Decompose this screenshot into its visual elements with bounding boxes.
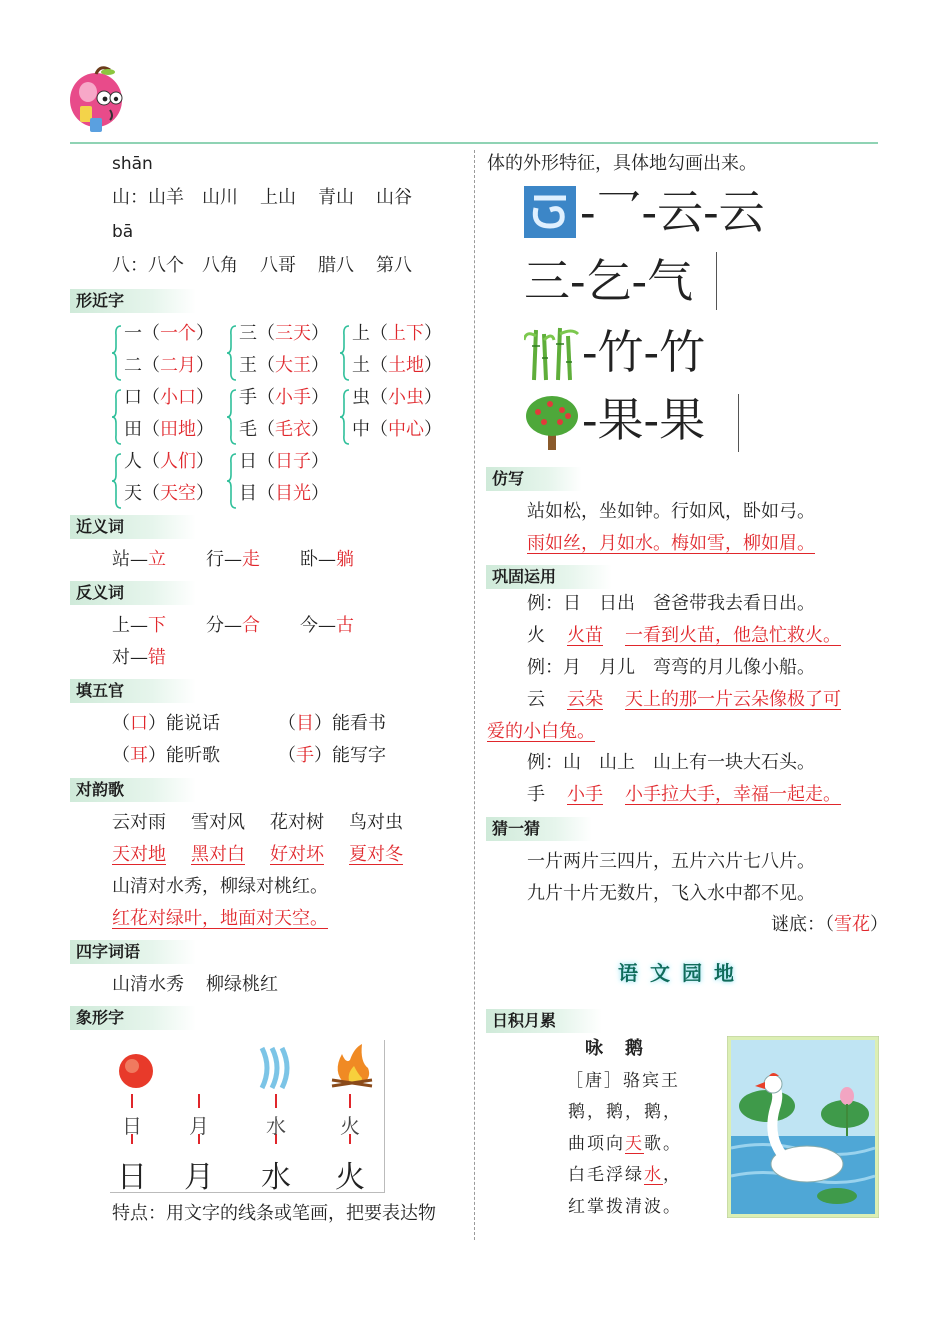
similar-char-row: 二（二月） — [124, 355, 214, 376]
similar-char-row: 虫（小虫） — [352, 387, 442, 408]
similar-char-row: 毛（毛衣） — [239, 419, 329, 440]
gonggu-answer-1: 火 火苗 一看到火苗，他急忙救火。 — [527, 625, 841, 646]
duiyun-row-2: 天对地 黑对白 好对坏 夏对冬 — [112, 844, 403, 865]
section-caiyicai: 猜一猜 — [486, 817, 592, 841]
char-ri: 日 — [117, 1160, 147, 1195]
gonggu-example-2: 例：月 月儿 弯弯的月儿像小船。 — [527, 657, 815, 678]
section-duiyunge: 对韵歌 — [70, 778, 196, 802]
poem-line-3: 白毛浮绿水， — [568, 1165, 682, 1185]
riddle-line-2: 九片十片无数片，飞入水中都不见。 — [527, 883, 815, 904]
wuguan-row-2: （耳）能听歌 （手）能写字 — [112, 745, 386, 766]
riddle-line-1: 一片两片三四片，五片六片七八片。 — [527, 851, 815, 872]
cloud-picture-icon — [524, 186, 576, 238]
poem-line-1: 鹅，鹅，鹅， — [568, 1102, 682, 1122]
similar-char-row: 一（一个） — [124, 323, 214, 344]
four-char-words: 山清水秀 柳绿桃红 — [112, 974, 278, 995]
riddle-answer: 谜底：（雪花） — [771, 914, 888, 935]
gonggu-answer-3: 手 小手 小手拉大手，幸福一起走。 — [527, 784, 841, 805]
ba-words: 八：八个 八角 八哥 腊八 第八 — [112, 255, 412, 276]
brace-icon — [340, 389, 350, 445]
brace-icon — [340, 325, 350, 381]
gonggu-example-1: 例：日 日出 爸爸带我去看日出。 — [527, 593, 815, 614]
section-xiangxingzi: 象形字 — [70, 1006, 196, 1030]
column-divider — [474, 150, 475, 1240]
similar-char-row: 目（目光） — [239, 483, 329, 504]
similar-char-row: 田（田地） — [124, 419, 214, 440]
brace-icon — [112, 389, 122, 445]
gonggu-answer-2-cont: 爱的小白兔。 — [487, 721, 595, 742]
similar-char-row: 三（三天） — [239, 323, 329, 344]
seal-char-yue: 月 — [189, 1114, 209, 1138]
wuguan-row-1: （口）能说话 （目）能看书 — [112, 713, 386, 734]
section-fangxie: 仿写 — [486, 467, 582, 491]
brace-icon — [227, 453, 237, 509]
poem-line-2: 曲项向天歌。 — [568, 1134, 682, 1154]
similar-char-row: 口（小口） — [124, 387, 214, 408]
brace-icon — [112, 325, 122, 381]
gonggu-example-3: 例：山 山上 山上有一块大石头。 — [527, 752, 815, 773]
seal-char-huo: 火 — [340, 1114, 360, 1138]
gonggu-answer-2: 云 云朵 天上的那一片云朵像极了可 — [527, 689, 841, 710]
duiyun-line-3: 山清对水秀，柳绿对桃红。 — [112, 876, 328, 897]
similar-char-row: 上（上下） — [352, 323, 442, 344]
evolution-qi: 三-乞-气 — [524, 254, 694, 308]
goose-illustration — [727, 1036, 879, 1218]
evolution-zhu: -竹-竹 — [582, 325, 706, 379]
similar-char-row: 手（小手） — [239, 387, 329, 408]
pictograph-note: 特点：用文字的线条或笔画，把要表达物 — [112, 1203, 436, 1224]
similar-char-row: 日（日子） — [239, 451, 329, 472]
shan-words: 山：山羊 山川 上山 青山 山谷 — [112, 187, 412, 208]
brace-icon — [112, 453, 122, 509]
char-huo: 火 — [335, 1160, 365, 1195]
apple-mascot-icon — [66, 66, 128, 136]
section-gonggu: 巩固运用 — [486, 565, 612, 589]
yuwen-garden-heading: 语文园地 — [618, 961, 746, 985]
poem-author: ［唐］骆宾王 — [566, 1071, 680, 1091]
pinyin-ba: bā — [112, 222, 134, 242]
evolution-guo: -果-果 — [582, 393, 706, 447]
similar-char-row: 中（中心） — [352, 419, 442, 440]
brace-icon — [227, 325, 237, 381]
poem-line-4: 红掌拨清波。 — [568, 1197, 682, 1217]
pictograph-box — [110, 1040, 385, 1193]
section-tianwuguan: 填五官 — [70, 679, 196, 703]
seal-char-ri: 日 — [122, 1114, 142, 1138]
section-jinyici: 近义词 — [70, 515, 196, 539]
char-yue: 月 — [184, 1160, 214, 1195]
duiyun-line-4: 红花对绿叶，地面对天空。 — [112, 908, 328, 929]
fruit-tree-picture-icon — [524, 392, 580, 452]
fangxie-line-1: 站如松，坐如钟。行如风，卧如弓。 — [527, 501, 815, 522]
header-rule — [70, 142, 878, 144]
section-rijiyuelei: 日积月累 — [486, 1009, 602, 1033]
similar-char-row: 王（大王） — [239, 355, 329, 376]
evolution-yun: -乛-云-云 — [580, 185, 765, 239]
char-shui: 水 — [261, 1160, 291, 1195]
similar-char-row: 土（土地） — [352, 355, 442, 376]
seal-char-shui: 水 — [266, 1114, 286, 1138]
evolution-rule-guo — [738, 394, 739, 452]
antonym-pairs: 上—下 分—合 今—古 — [112, 615, 354, 636]
pictograph-note-cont: 体的外形特征，具体地勾画出来。 — [487, 153, 757, 174]
section-siziciyu: 四字词语 — [70, 940, 196, 964]
duiyun-row-1: 云对雨 雪对风 花对树 鸟对虫 — [112, 812, 403, 833]
poem-title: 咏 鹅 — [585, 1038, 645, 1059]
section-fanyici: 反义词 — [70, 581, 196, 605]
evolution-rule-qi — [716, 252, 717, 310]
pinyin-shan: shān — [112, 154, 153, 174]
similar-char-row: 天（天空） — [124, 483, 214, 504]
antonym-pair-extra: 对—错 — [112, 647, 166, 668]
fangxie-line-2: 雨如丝，月如水。梅如雪，柳如眉。 — [527, 533, 815, 554]
similar-char-row: 人（人们） — [124, 451, 214, 472]
synonym-pairs: 站—立 行—走 卧—躺 — [112, 549, 354, 570]
brace-icon — [227, 389, 237, 445]
bamboo-picture-icon — [524, 326, 580, 382]
section-xingjinzi: 形近字 — [70, 289, 196, 313]
